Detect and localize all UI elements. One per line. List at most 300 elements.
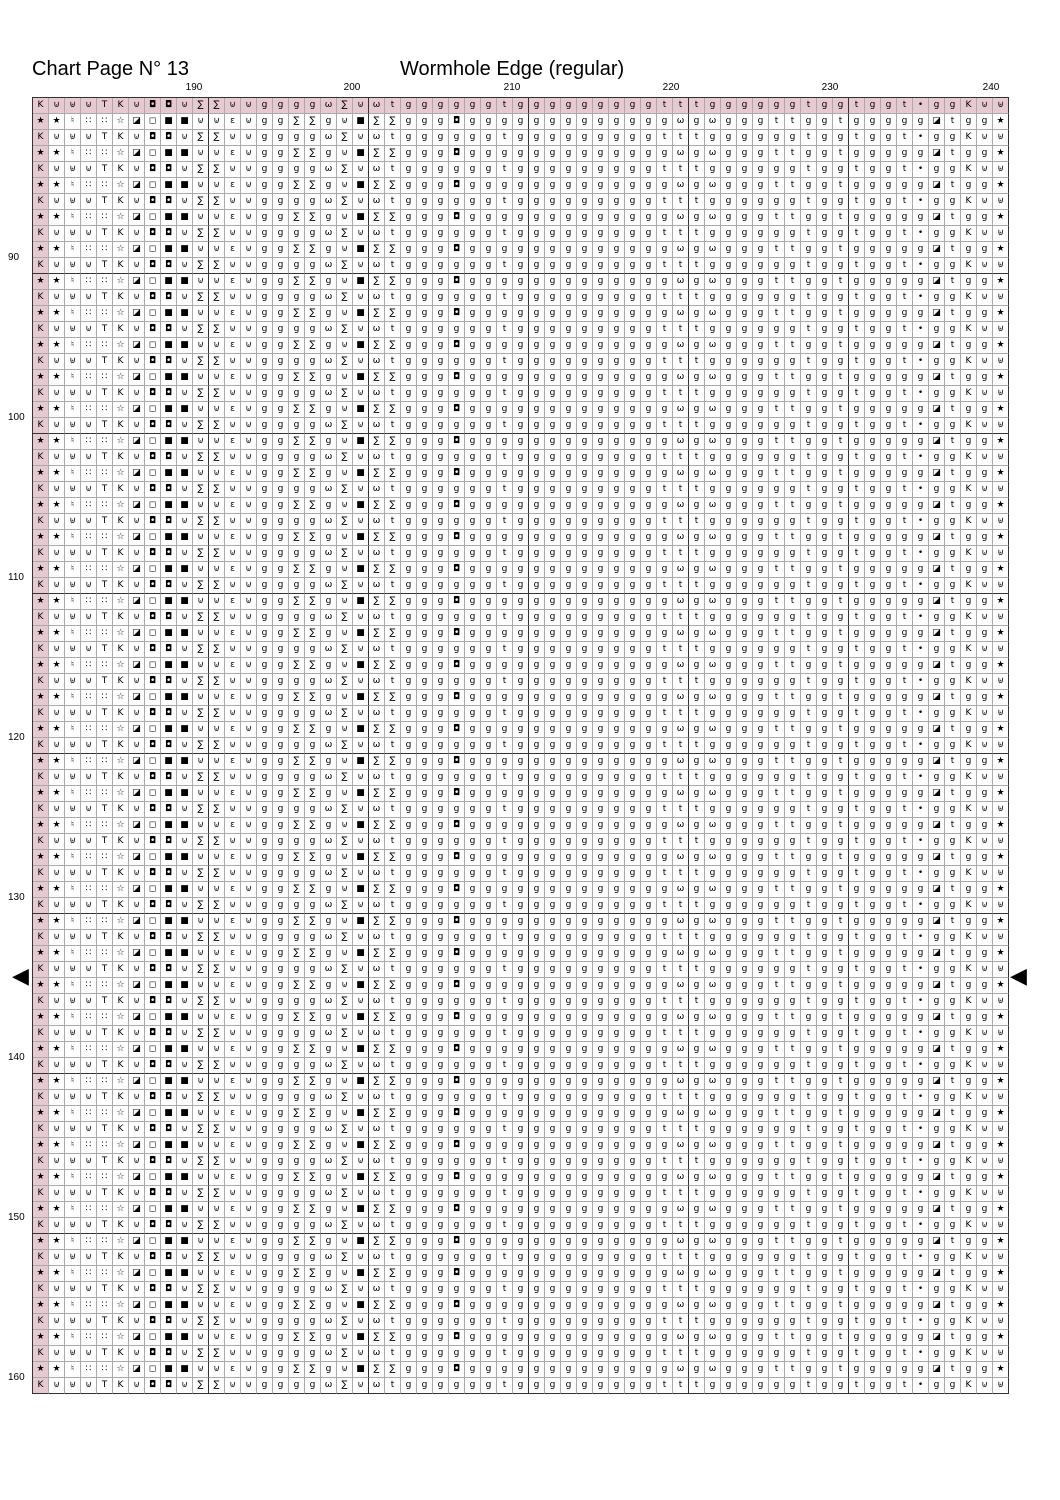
grid-cell: K: [113, 1314, 129, 1330]
grid-cell: g: [273, 754, 289, 770]
grid-cell: g: [737, 594, 753, 610]
grid-cell: g: [417, 738, 433, 754]
grid-cell: g: [465, 770, 481, 786]
grid-cell: g: [577, 1218, 593, 1234]
grid-cell: ⊎: [993, 162, 1009, 178]
grid-cell: t: [673, 98, 689, 114]
grid-cell: g: [481, 914, 497, 930]
grid-cell: ■: [161, 658, 177, 674]
grid-cell: g: [609, 450, 625, 466]
grid-cell: ∑: [193, 770, 209, 786]
grid-cell: g: [433, 306, 449, 322]
grid-cell: g: [785, 1090, 801, 1106]
grid-cell: ⊍: [177, 258, 193, 274]
grid-cell: ω: [705, 1266, 721, 1282]
grid-cell: ★: [33, 434, 49, 450]
grid-cell: g: [689, 274, 705, 290]
grid-cell: g: [657, 370, 673, 386]
grid-cell: ⊍: [241, 114, 257, 130]
grid-cell: ⊎: [993, 226, 1009, 242]
grid-cell: g: [737, 658, 753, 674]
grid-cell: g: [945, 1250, 961, 1266]
grid-cell: g: [641, 818, 657, 834]
grid-cell: g: [641, 338, 657, 354]
grid-cell: ■: [353, 1010, 369, 1026]
grid-cell: •: [913, 962, 929, 978]
grid-cell: ∑: [193, 738, 209, 754]
grid-cell: ⊍: [193, 242, 209, 258]
grid-cell: g: [625, 898, 641, 914]
grid-cell: ω: [369, 610, 385, 626]
grid-cell: g: [737, 946, 753, 962]
grid-cell: g: [849, 786, 865, 802]
grid-cell: ◻: [145, 242, 161, 258]
grid-cell: g: [641, 610, 657, 626]
grid-cell: ◻: [145, 562, 161, 578]
grid-cell: ♮: [65, 114, 81, 130]
grid-cell: g: [625, 114, 641, 130]
grid-cell: ◘: [145, 546, 161, 562]
grid-cell: ★: [993, 402, 1009, 418]
grid-cell: g: [273, 98, 289, 114]
grid-cell: g: [641, 914, 657, 930]
grid-cell: ★: [993, 946, 1009, 962]
grid-cell: ⊍: [225, 770, 241, 786]
grid-cell: ⊍: [225, 450, 241, 466]
grid-cell: ω: [321, 354, 337, 370]
grid-cell: ⊍: [209, 1074, 225, 1090]
grid-cell: t: [689, 1026, 705, 1042]
grid-cell: ◪: [929, 1362, 945, 1378]
grid-cell: g: [737, 1026, 753, 1042]
grid-cell: g: [977, 1138, 993, 1154]
grid-cell: g: [641, 866, 657, 882]
grid-cell: ω: [673, 946, 689, 962]
grid-cell: g: [881, 466, 897, 482]
grid-cell: ∑: [337, 770, 353, 786]
grid-cell: ◘: [145, 354, 161, 370]
grid-cell: g: [497, 1074, 513, 1090]
grid-cell: g: [705, 482, 721, 498]
grid-cell: ∑: [337, 642, 353, 658]
grid-cell: g: [289, 290, 305, 306]
grid-cell: ◪: [129, 1106, 145, 1122]
grid-cell: g: [881, 818, 897, 834]
grid-cell: K: [113, 898, 129, 914]
grid-cell: g: [929, 610, 945, 626]
grid-cell: g: [609, 546, 625, 562]
grid-cell: ⊍: [337, 1170, 353, 1186]
grid-cell: K: [961, 482, 977, 498]
grid-cell: g: [417, 1330, 433, 1346]
grid-cell: g: [961, 402, 977, 418]
grid-cell: g: [465, 98, 481, 114]
grid-cell: g: [433, 1026, 449, 1042]
grid-cell: ♮: [65, 690, 81, 706]
grid-cell: t: [801, 930, 817, 946]
grid-cell: g: [881, 1074, 897, 1090]
grid-cell: ★: [33, 850, 49, 866]
grid-cell: ⊎: [65, 162, 81, 178]
grid-cell: ⊍: [49, 1314, 65, 1330]
grid-cell: ⊍: [209, 946, 225, 962]
grid-cell: T: [97, 1282, 113, 1298]
grid-cell: t: [497, 514, 513, 530]
grid-cell: ∑: [289, 210, 305, 226]
grid-cell: t: [385, 578, 401, 594]
grid-cell: t: [385, 1314, 401, 1330]
grid-cell: g: [465, 146, 481, 162]
grid-cell: g: [753, 1266, 769, 1282]
grid-cell: ⊍: [241, 546, 257, 562]
grid-cell: g: [273, 738, 289, 754]
grid-cell: g: [769, 706, 785, 722]
grid-cell: ω: [369, 770, 385, 786]
grid-cell: ∷: [97, 114, 113, 130]
grid-cell: g: [289, 1250, 305, 1266]
grid-cell: ω: [705, 754, 721, 770]
grid-cell: ε: [225, 850, 241, 866]
grid-cell: •: [913, 1154, 929, 1170]
grid-cell: g: [273, 1346, 289, 1362]
grid-cell: g: [721, 706, 737, 722]
grid-cell: g: [641, 802, 657, 818]
grid-cell: g: [481, 482, 497, 498]
grid-cell: g: [545, 1154, 561, 1170]
grid-cell: g: [881, 114, 897, 130]
grid-cell: ☆: [113, 850, 129, 866]
grid-cell: g: [577, 274, 593, 290]
grid-cell: ∷: [81, 1138, 97, 1154]
grid-cell: ♮: [65, 146, 81, 162]
row-label: 90: [8, 252, 20, 263]
grid-cell: K: [33, 482, 49, 498]
grid-cell: t: [945, 274, 961, 290]
grid-cell: ⊍: [49, 866, 65, 882]
grid-cell: ★: [993, 1266, 1009, 1282]
grid-cell: g: [641, 1266, 657, 1282]
grid-cell: g: [561, 210, 577, 226]
grid-cell: g: [753, 1362, 769, 1378]
grid-cell: g: [449, 482, 465, 498]
grid-cell: g: [577, 1026, 593, 1042]
grid-cell: ◪: [929, 466, 945, 482]
grid-cell: g: [641, 562, 657, 578]
grid-cell: g: [545, 274, 561, 290]
grid-cell: K: [33, 642, 49, 658]
grid-cell: ◘: [449, 1106, 465, 1122]
grid-cell: ♮: [65, 370, 81, 386]
grid-cell: g: [465, 274, 481, 290]
grid-cell: g: [465, 1298, 481, 1314]
grid-cell: g: [609, 354, 625, 370]
grid-cell: g: [465, 482, 481, 498]
grid-cell: g: [481, 162, 497, 178]
grid-cell: g: [625, 786, 641, 802]
grid-cell: t: [945, 1042, 961, 1058]
grid-cell: g: [705, 930, 721, 946]
grid-cell: ⊍: [241, 994, 257, 1010]
grid-cell: ⊍: [193, 914, 209, 930]
grid-cell: ∷: [81, 658, 97, 674]
grid-cell: ■: [177, 1010, 193, 1026]
grid-cell: K: [33, 450, 49, 466]
grid-cell: ◪: [929, 690, 945, 706]
grid-cell: t: [769, 210, 785, 226]
grid-cell: ∑: [305, 178, 321, 194]
grid-cell: g: [545, 1058, 561, 1074]
grid-cell: ⊎: [65, 1026, 81, 1042]
grid-cell: g: [545, 322, 561, 338]
grid-cell: g: [609, 898, 625, 914]
grid-cell: ∑: [369, 626, 385, 642]
grid-cell: t: [785, 1266, 801, 1282]
grid-cell: ⊍: [81, 1282, 97, 1298]
grid-cell: ∑: [305, 818, 321, 834]
grid-cell: g: [593, 210, 609, 226]
row-label: 100: [8, 412, 25, 423]
grid-cell: ★: [33, 786, 49, 802]
grid-cell: g: [273, 1170, 289, 1186]
grid-cell: g: [593, 370, 609, 386]
grid-cell: ⊍: [337, 1138, 353, 1154]
grid-cell: ♮: [65, 1330, 81, 1346]
grid-cell: g: [497, 114, 513, 130]
grid-cell: ∑: [337, 1378, 353, 1394]
grid-cell: g: [865, 1106, 881, 1122]
grid-cell: ⊍: [353, 738, 369, 754]
grid-cell: g: [273, 898, 289, 914]
grid-cell: g: [593, 594, 609, 610]
grid-cell: t: [497, 482, 513, 498]
grid-cell: ∑: [209, 450, 225, 466]
grid-cell: ∑: [385, 1202, 401, 1218]
grid-cell: ⊍: [241, 210, 257, 226]
grid-cell: g: [625, 674, 641, 690]
grid-cell: ∷: [81, 754, 97, 770]
grid-cell: g: [785, 98, 801, 114]
grid-cell: g: [817, 386, 833, 402]
grid-cell: g: [753, 1154, 769, 1170]
grid-cell: g: [433, 1266, 449, 1282]
grid-cell: ★: [993, 626, 1009, 642]
grid-cell: ⊍: [353, 1314, 369, 1330]
grid-cell: g: [785, 1218, 801, 1234]
grid-cell: g: [769, 194, 785, 210]
grid-cell: g: [961, 370, 977, 386]
grid-cell: g: [529, 1074, 545, 1090]
grid-cell: g: [721, 1218, 737, 1234]
grid-cell: g: [593, 786, 609, 802]
grid-cell: g: [897, 786, 913, 802]
grid-cell: g: [497, 658, 513, 674]
grid-cell: g: [961, 1330, 977, 1346]
grid-cell: g: [801, 242, 817, 258]
grid-cell: K: [33, 1090, 49, 1106]
grid-cell: ∑: [289, 370, 305, 386]
grid-cell: g: [705, 994, 721, 1010]
grid-cell: g: [657, 914, 673, 930]
grid-cell: ∑: [289, 1074, 305, 1090]
grid-cell: ω: [705, 370, 721, 386]
grid-cell: g: [561, 1186, 577, 1202]
grid-cell: t: [657, 706, 673, 722]
grid-cell: t: [897, 962, 913, 978]
grid-cell: g: [881, 994, 897, 1010]
grid-cell: g: [289, 770, 305, 786]
grid-cell: g: [801, 754, 817, 770]
grid-cell: g: [529, 1106, 545, 1122]
grid-cell: g: [753, 466, 769, 482]
grid-cell: K: [113, 162, 129, 178]
grid-cell: g: [881, 722, 897, 738]
grid-cell: ⊎: [993, 1026, 1009, 1042]
grid-cell: t: [833, 1170, 849, 1186]
grid-cell: K: [961, 738, 977, 754]
page-header: [0, 0, 1060, 84]
grid-cell: g: [977, 1330, 993, 1346]
grid-cell: ☆: [113, 626, 129, 642]
grid-cell: t: [385, 770, 401, 786]
grid-cell: g: [273, 1234, 289, 1250]
grid-cell: g: [449, 1058, 465, 1074]
grid-cell: ■: [353, 754, 369, 770]
grid-cell: g: [465, 306, 481, 322]
grid-cell: •: [913, 770, 929, 786]
grid-cell: K: [961, 834, 977, 850]
grid-cell: ■: [177, 530, 193, 546]
grid-cell: ∷: [81, 1042, 97, 1058]
grid-cell: g: [657, 722, 673, 738]
grid-cell: g: [449, 834, 465, 850]
grid-cell: g: [753, 402, 769, 418]
grid-cell: g: [513, 978, 529, 994]
chart-name: Wormhole Edge (regular): [400, 58, 625, 80]
grid-cell: t: [673, 1058, 689, 1074]
grid-cell: t: [945, 690, 961, 706]
grid-cell: g: [849, 1330, 865, 1346]
grid-cell: g: [289, 866, 305, 882]
grid-cell: g: [641, 1234, 657, 1250]
grid-cell: g: [401, 834, 417, 850]
grid-cell: g: [513, 1362, 529, 1378]
grid-cell: g: [737, 1378, 753, 1394]
grid-cell: g: [289, 98, 305, 114]
grid-cell: ⊍: [177, 674, 193, 690]
grid-cell: g: [449, 162, 465, 178]
grid-cell: t: [785, 914, 801, 930]
grid-cell: ∑: [369, 1234, 385, 1250]
grid-cell: g: [753, 722, 769, 738]
grid-cell: g: [657, 1138, 673, 1154]
grid-cell: g: [897, 1138, 913, 1154]
grid-cell: ⊍: [49, 258, 65, 274]
grid-cell: g: [753, 1250, 769, 1266]
grid-cell: g: [577, 530, 593, 546]
grid-cell: ∑: [209, 1346, 225, 1362]
grid-cell: g: [577, 722, 593, 738]
grid-cell: ⊍: [977, 962, 993, 978]
grid-cell: ω: [321, 994, 337, 1010]
grid-cell: g: [417, 386, 433, 402]
grid-cell: g: [513, 530, 529, 546]
grid-cell: ☆: [113, 594, 129, 610]
grid-cell: g: [497, 722, 513, 738]
grid-cell: g: [817, 1042, 833, 1058]
grid-cell: g: [753, 690, 769, 706]
grid-cell: g: [625, 882, 641, 898]
grid-cell: g: [289, 354, 305, 370]
grid-cell: g: [273, 498, 289, 514]
grid-cell: g: [481, 226, 497, 242]
grid-cell: K: [961, 1346, 977, 1362]
grid-cell: g: [481, 850, 497, 866]
grid-cell: ◘: [449, 114, 465, 130]
grid-cell: ⊎: [65, 322, 81, 338]
grid-cell: ★: [993, 530, 1009, 546]
grid-cell: g: [849, 1234, 865, 1250]
grid-cell: g: [465, 1218, 481, 1234]
grid-cell: •: [913, 738, 929, 754]
row-label: 130: [8, 892, 25, 903]
grid-cell: ⊍: [337, 210, 353, 226]
grid-cell: g: [449, 226, 465, 242]
grid-cell: ★: [33, 946, 49, 962]
grid-cell: g: [737, 1298, 753, 1314]
grid-cell: g: [929, 162, 945, 178]
grid-cell: g: [529, 1090, 545, 1106]
grid-cell: g: [961, 1362, 977, 1378]
grid-cell: t: [497, 898, 513, 914]
grid-cell: t: [769, 466, 785, 482]
grid-cell: ◪: [929, 1042, 945, 1058]
grid-cell: g: [753, 242, 769, 258]
grid-cell: g: [865, 242, 881, 258]
grid-cell: g: [849, 914, 865, 930]
grid-cell: g: [737, 770, 753, 786]
grid-cell: g: [417, 946, 433, 962]
grid-cell: g: [929, 258, 945, 274]
grid-cell: •: [913, 1090, 929, 1106]
grid-cell: g: [721, 754, 737, 770]
grid-cell: g: [481, 290, 497, 306]
grid-cell: g: [753, 258, 769, 274]
grid-cell: g: [625, 930, 641, 946]
grid-cell: g: [513, 962, 529, 978]
grid-cell: g: [977, 722, 993, 738]
grid-cell: g: [641, 1010, 657, 1026]
grid-cell: g: [273, 866, 289, 882]
grid-cell: ∑: [305, 434, 321, 450]
grid-cell: g: [689, 1298, 705, 1314]
grid-cell: K: [113, 1154, 129, 1170]
grid-cell: ⊍: [337, 562, 353, 578]
grid-cell: t: [945, 722, 961, 738]
grid-cell: ■: [353, 1106, 369, 1122]
grid-cell: g: [561, 466, 577, 482]
grid-cell: ■: [353, 178, 369, 194]
grid-cell: g: [801, 1138, 817, 1154]
grid-cell: ⊍: [129, 610, 145, 626]
grid-cell: ∷: [97, 1234, 113, 1250]
grid-cell: g: [785, 1378, 801, 1394]
grid-cell: t: [785, 562, 801, 578]
grid-cell: ⊍: [353, 1090, 369, 1106]
grid-cell: g: [433, 1330, 449, 1346]
grid-cell: ε: [225, 1298, 241, 1314]
grid-cell: g: [577, 978, 593, 994]
grid-cell: ◘: [145, 898, 161, 914]
